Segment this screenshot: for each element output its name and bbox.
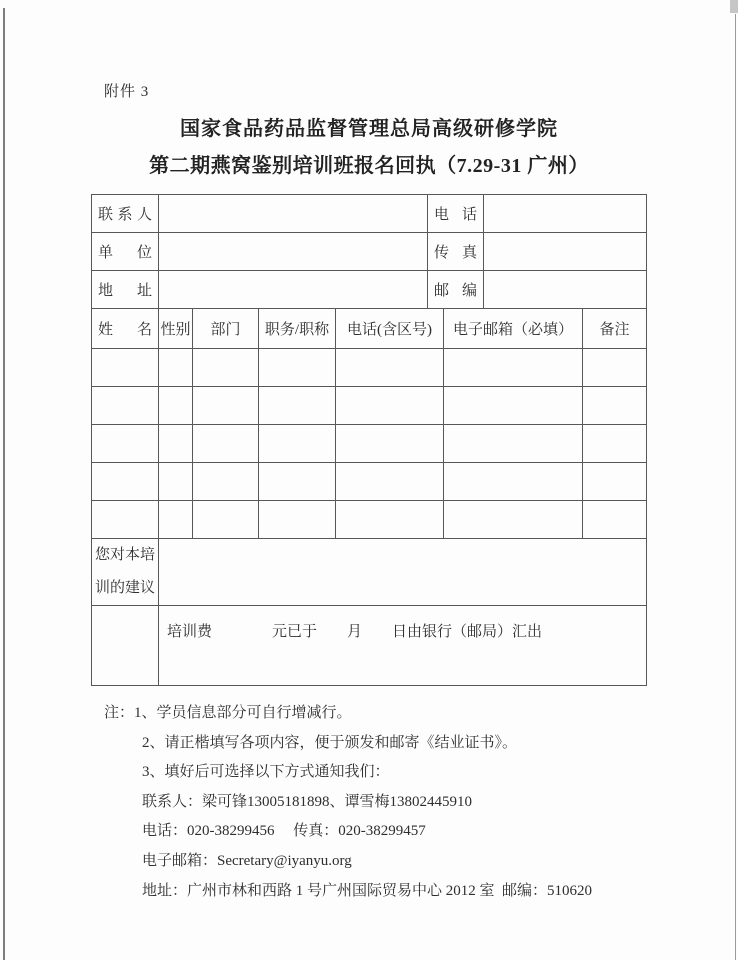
- attachment-label: 附件 3: [104, 84, 150, 100]
- name-column-header: 姓名: [92, 309, 159, 349]
- empty-cell: [583, 349, 647, 387]
- empty-cell: [159, 501, 193, 539]
- empty-cell: [444, 425, 583, 463]
- student-empty-row: [92, 387, 647, 425]
- document-subtitle: 第二期燕窝鉴别培训班报名回执（7.29-31 广州）: [149, 155, 589, 177]
- empty-cell: [92, 501, 159, 539]
- document-title: 国家食品药品监督管理总局高级研修学院: [180, 118, 558, 140]
- student-empty-row: [92, 349, 647, 387]
- student-empty-row: [92, 425, 647, 463]
- empty-cell: [336, 463, 444, 501]
- postcode-label: 邮编: [428, 271, 484, 309]
- empty-cell: [193, 501, 259, 539]
- phone-field: [484, 195, 647, 233]
- note-contact-person: 联系人：梁可锋13005181898、谭雪梅13802445910: [142, 793, 473, 810]
- empty-cell: [193, 463, 259, 501]
- empty-cell: [583, 501, 647, 539]
- empty-cell: [159, 425, 193, 463]
- empty-cell: [336, 425, 444, 463]
- empty-cell: [92, 463, 159, 501]
- contact-person-label: 联系人: [92, 195, 159, 233]
- organization-label: 单位: [92, 233, 159, 271]
- note-prefix: 注：: [104, 705, 135, 721]
- empty-cell: [259, 425, 336, 463]
- fax-field: [484, 233, 647, 271]
- suggestion-field: [159, 539, 647, 606]
- organization-field: [159, 233, 428, 271]
- contact-info-table: [91, 194, 647, 309]
- department-column-header: 部门: [193, 309, 259, 349]
- note-address: 地址：广州市林和西路 1 号广州国际贸易中心 2012 室 邮编：510620: [142, 882, 593, 899]
- suggestion-label: 您对本培训的建议: [92, 539, 159, 606]
- note-email: 电子邮箱：Secretary@iyanyu.org: [142, 852, 352, 869]
- empty-cell: [583, 425, 647, 463]
- empty-cell: [259, 387, 336, 425]
- empty-cell: [336, 349, 444, 387]
- empty-cell: [583, 463, 647, 501]
- empty-cell: [193, 425, 259, 463]
- empty-cell: [336, 501, 444, 539]
- fax-label: 传真: [428, 233, 484, 271]
- note-line-2: 2、请正楷填写各项内容，便于颁发和邮寄《结业证书》。: [142, 734, 518, 751]
- address-field: [159, 271, 428, 309]
- empty-cell: [444, 387, 583, 425]
- student-empty-row: [92, 463, 647, 501]
- empty-cell: [193, 349, 259, 387]
- empty-cell: [193, 387, 259, 425]
- table-row: [92, 195, 647, 233]
- address-label: 地址: [92, 271, 159, 309]
- fee-statement: 培训费 元已于 月 日由银行（邮局）汇出: [159, 606, 647, 686]
- student-table-header-row: [92, 309, 647, 349]
- empty-cell: [259, 463, 336, 501]
- student-info-table: [91, 308, 647, 539]
- position-column-header: 职务/职称: [259, 309, 336, 349]
- scan-corner-artifact: [730, 0, 738, 13]
- footer-notes: [104, 699, 664, 906]
- empty-cell: [583, 387, 647, 425]
- fee-row: [92, 606, 647, 686]
- empty-cell: [92, 349, 159, 387]
- empty-cell: [92, 606, 159, 686]
- postcode-field: [484, 271, 647, 309]
- empty-cell: [159, 387, 193, 425]
- empty-cell: [259, 349, 336, 387]
- email-column-header: 电子邮箱（必填）: [444, 309, 583, 349]
- suggestion-fee-table: [91, 538, 647, 686]
- registration-form-table: [91, 194, 647, 686]
- note-item: 1、学员信息部分可自行增减行。: [134, 705, 352, 721]
- empty-cell: [159, 349, 193, 387]
- empty-cell: [159, 463, 193, 501]
- remark-column-header: 备注: [583, 309, 647, 349]
- table-row: [92, 271, 647, 309]
- note-line-3: 3、填好后可选择以下方式通知我们：: [142, 764, 390, 781]
- empty-cell: [92, 387, 159, 425]
- phone-label: 电话: [428, 195, 484, 233]
- student-empty-row: [92, 501, 647, 539]
- empty-cell: [444, 501, 583, 539]
- empty-cell: [444, 349, 583, 387]
- suggestion-row: [92, 539, 647, 606]
- empty-cell: [259, 501, 336, 539]
- empty-cell: [336, 387, 444, 425]
- contact-person-field: [159, 195, 428, 233]
- phone-column-header: 电话(含区号): [336, 309, 444, 349]
- empty-cell: [92, 425, 159, 463]
- table-row: [92, 233, 647, 271]
- empty-cell: [444, 463, 583, 501]
- gender-column-header: 性别: [159, 309, 193, 349]
- note-phone-fax: 电话：020-38299456 传真：020-38299457: [142, 823, 426, 840]
- note-line-1: [104, 699, 664, 729]
